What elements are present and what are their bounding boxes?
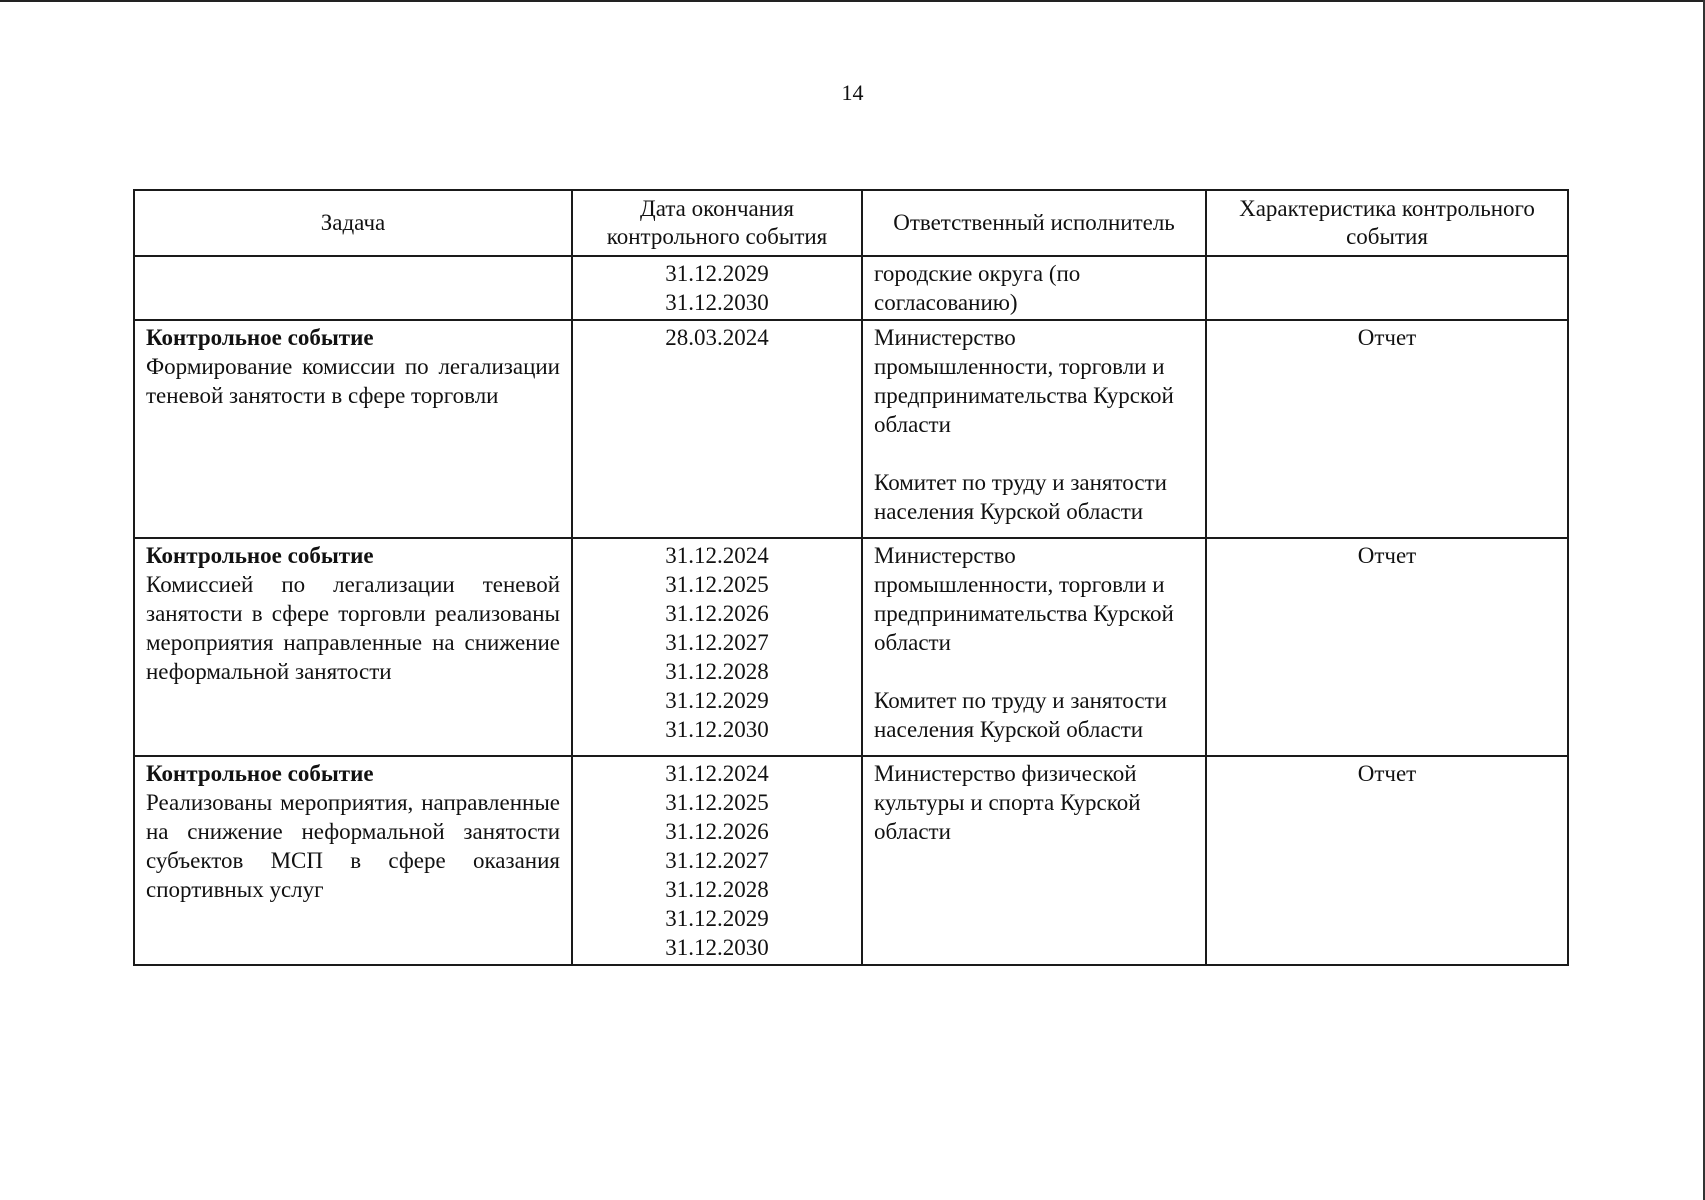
- characteristic-cell: Отчет: [1206, 756, 1568, 965]
- responsible-cell: [862, 256, 1206, 320]
- responsible-cell: [862, 538, 1206, 756]
- task-title: Контрольное событие: [146, 325, 374, 350]
- responsible-executor: Министерство промышленности, торговли и предпринимательства Курской области: [874, 543, 1174, 655]
- task-cell: [134, 538, 572, 756]
- responsible-executor: Министерство промышленности, торговли и предпринимательства Курской области: [874, 325, 1174, 437]
- header-characteristic: Характеристика контрольного события: [1206, 190, 1568, 256]
- task-text: Реализованы мероприятия, направленные на снижение неформальной занятости субъектов МСП в сфере оказания спортивных услуг: [146, 790, 560, 902]
- date-value: 31.12.2029: [665, 906, 769, 931]
- task-cell: [134, 320, 572, 538]
- task-text: Комиссией по легализации теневой занятости в сфере торговли реализованы мероприятия направленные на снижение неформальной занятости: [146, 572, 560, 684]
- task-cell: [134, 756, 572, 965]
- responsible-executor: Комитет по труду и занятости населения Курской области: [874, 688, 1167, 742]
- responsible-cell: [862, 756, 1206, 965]
- header-date: Дата окончания контрольного события: [572, 190, 862, 256]
- header-responsible: Ответственный исполнитель: [862, 190, 1206, 256]
- date-cell: [572, 756, 862, 965]
- date-value: 31.12.2029: [665, 688, 769, 713]
- responsible-executor: городские округа (по согласованию): [874, 261, 1081, 315]
- date-value: 31.12.2026: [665, 601, 769, 626]
- task-title: Контрольное событие: [146, 543, 374, 568]
- task-title: Контрольное событие: [146, 761, 374, 786]
- date-value: 31.12.2025: [665, 572, 769, 597]
- date-value: 31.12.2030: [665, 935, 769, 960]
- date-value: 31.12.2027: [665, 630, 769, 655]
- header-task: Задача: [134, 190, 572, 256]
- task-text: Формирование комиссии по легализации теневой занятости в сфере торговли: [146, 354, 560, 408]
- characteristic-cell: Отчет: [1206, 538, 1568, 756]
- table-row: [134, 256, 1568, 320]
- table-row: [134, 756, 1568, 965]
- task-cell: [134, 256, 572, 320]
- responsible-executor: Министерство физической культуры и спорта Курской области: [874, 761, 1141, 844]
- date-cell: [572, 320, 862, 538]
- date-value: 31.12.2026: [665, 819, 769, 844]
- date-value: 31.12.2028: [665, 659, 769, 684]
- scan-edge-top: [0, 0, 1705, 2]
- table-row: [134, 320, 1568, 538]
- responsible-cell: [862, 320, 1206, 538]
- date-value: 31.12.2024: [665, 543, 769, 568]
- table-header-row: [134, 190, 1568, 256]
- date-value: 31.12.2030: [665, 717, 769, 742]
- date-value: 31.12.2027: [665, 848, 769, 873]
- table-row: [134, 538, 1568, 756]
- date-value: 31.12.2030: [665, 290, 769, 315]
- control-events-table: [133, 189, 1569, 966]
- date-cell: [572, 538, 862, 756]
- responsible-executor: Комитет по труду и занятости населения Курской области: [874, 470, 1167, 524]
- date-value: 31.12.2024: [665, 761, 769, 786]
- page-number: 14: [841, 80, 864, 105]
- date-value: 28.03.2024: [665, 325, 769, 350]
- date-value: 31.12.2025: [665, 790, 769, 815]
- date-value: 31.12.2028: [665, 877, 769, 902]
- date-cell: [572, 256, 862, 320]
- characteristic-cell: Отчет: [1206, 320, 1568, 538]
- characteristic-cell: [1206, 256, 1568, 320]
- date-value: 31.12.2029: [665, 261, 769, 286]
